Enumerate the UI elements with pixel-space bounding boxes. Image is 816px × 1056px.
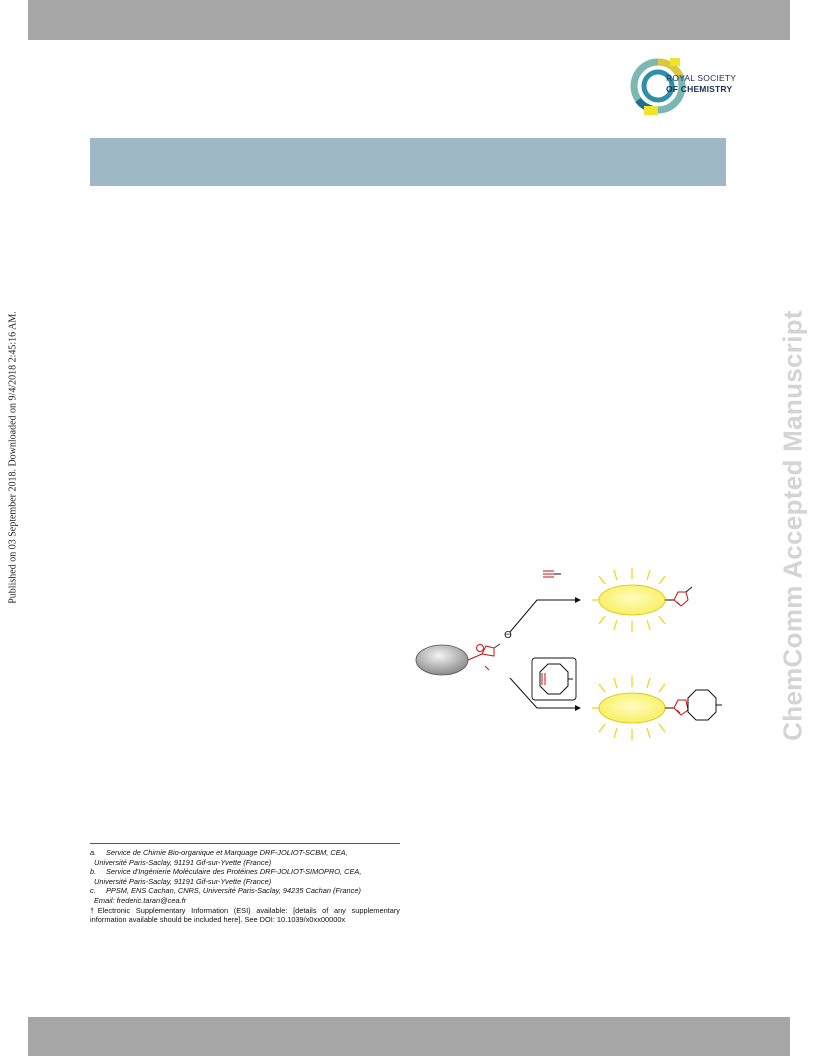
footnote-c-line2: Email: frederic.taran@cea.fr: [94, 895, 187, 905]
glowing-protein-upper: [599, 585, 665, 615]
publisher-line-1: ROYAL SOCIETY: [666, 73, 737, 83]
esi-note: †Electronic Supplementary Information (ESI) available: [details of any supplementary information available should be included here]. See DOI: 10.1039/x0xx00000x: [90, 905, 400, 925]
publisher-line-2: OF CHEMISTRY: [666, 84, 733, 94]
footnote-a-label: a.: [90, 848, 97, 857]
footnote-a: [90, 848, 400, 867]
alkyne-reagent: [543, 571, 561, 577]
footnotes: [90, 843, 400, 925]
protein-ellipse: [416, 645, 468, 675]
publisher-wordmark: [666, 73, 736, 95]
footnote-c-label: c.: [90, 886, 96, 896]
footnote-a-line2: Université Paris-Saclay, 91191 Gif-sur-Yvette (France): [94, 857, 272, 867]
footnote-c-line1: PPSM, ENS Cachan, CNRS, Université Paris-Saclay, 94235 Cachan (France): [106, 886, 361, 896]
footnote-rule: [90, 843, 400, 844]
footnote-b: [90, 867, 400, 886]
fused-pyrazole-lower: [674, 690, 722, 720]
published-note: Published on 03 September 2018. Downloaded on 9/4/2018 2:45:16 AM.: [7, 311, 19, 604]
upper-arrow: [510, 600, 575, 632]
footnote-a-line1: Service de Chimie Bio-organique et Marquage DRF-JOLIOT-SCBM, CEA,: [106, 848, 348, 857]
accepted-manuscript-watermark: ChemComm Accepted Manuscript: [777, 310, 808, 741]
reaction-scheme-figure: [410, 560, 730, 750]
footnote-b-line1: Service d'Ingénierie Moléculaire des Protéines DRF-JOLIOT-SIMOPRO, CEA,: [106, 867, 362, 877]
footnote-c: [90, 886, 400, 905]
sydnone-group: [468, 644, 500, 670]
glowing-protein-lower: [599, 693, 665, 723]
bottom-bar: [28, 1017, 790, 1056]
footnote-b-label: b.: [90, 867, 97, 877]
cyclooctyne-reagent: [532, 658, 576, 700]
header-band: [90, 138, 726, 186]
top-bar: [28, 0, 790, 40]
pyrazole-upper: [674, 587, 692, 606]
footnote-b-line2: Université Paris-Saclay, 91191 Gif-sur-Yvette (France): [94, 876, 272, 886]
charge-label: Θ: [504, 630, 512, 641]
